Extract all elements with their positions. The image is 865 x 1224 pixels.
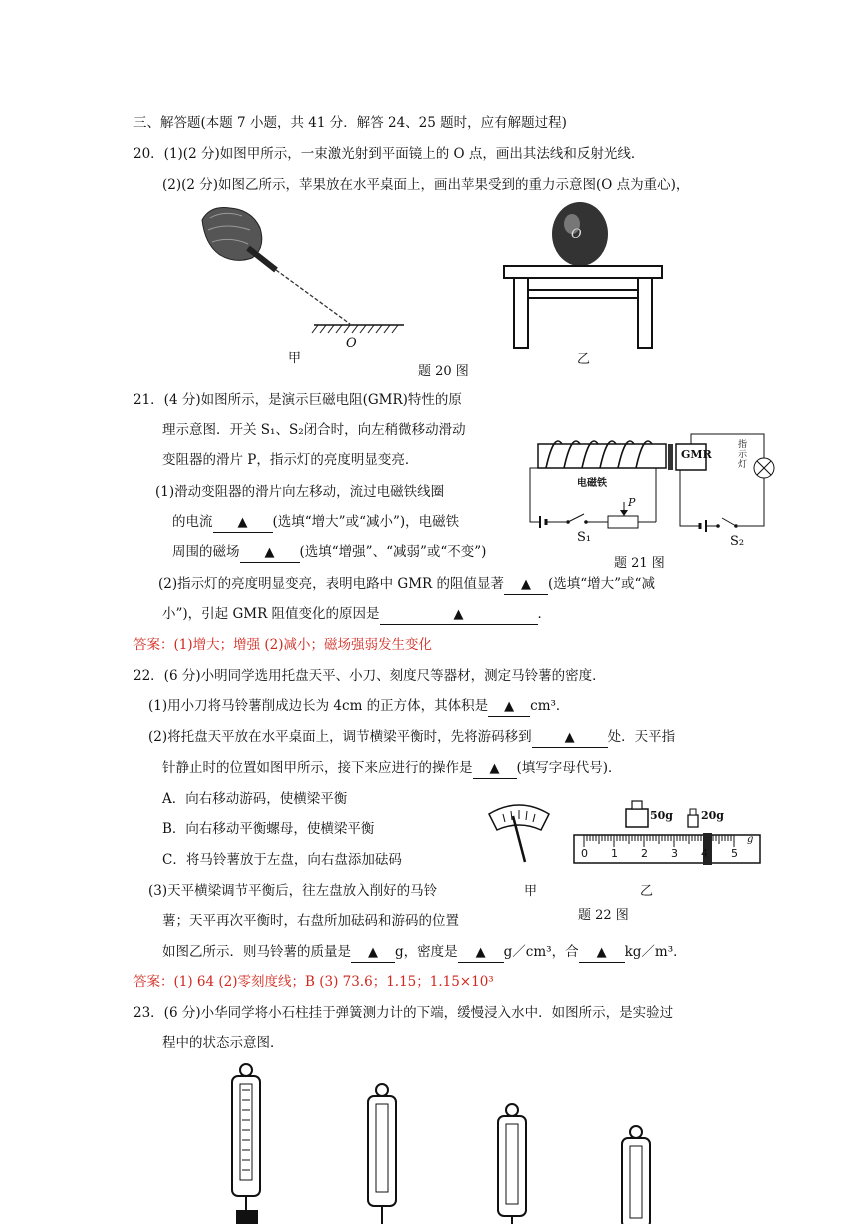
- q22-fig-20g: 20g: [701, 809, 724, 822]
- answer-marker: ▲: [596, 945, 607, 960]
- q21-fig-lamp: 指示灯: [738, 440, 748, 470]
- q21-line6: [172, 543, 486, 563]
- q22-line7-text-a: 如图乙所示．则马铃薯的质量是: [162, 944, 351, 960]
- answer-marker: ▲: [368, 945, 378, 960]
- q21-fig-s2: S₂: [730, 534, 745, 549]
- q21-line7: [158, 575, 655, 595]
- answer-marker: ▲: [264, 545, 275, 560]
- q21-line3: 变阻器的滑片 P，指示灯的亮度明显变亮．: [162, 452, 419, 468]
- q20-figure-jia: [190, 200, 420, 350]
- q21-line7-text-b: (选填“增大”或“减: [547, 576, 655, 592]
- q21-fig-electromagnet: 电磁铁: [577, 478, 607, 489]
- q22-line7: [162, 943, 687, 963]
- q21-caption: 题 21 图: [614, 556, 665, 571]
- ruler-tick-label: 4: [701, 847, 708, 860]
- q20-figure-yi: [500, 200, 670, 352]
- q21-line5-text-a: 的电流: [172, 514, 213, 530]
- q21-line6-text-b: (选填“增强”、“减弱”或“不变”): [299, 544, 487, 560]
- q22-line5: (3)天平横梁调节平衡后，往左盘放入削好的马铃: [148, 883, 438, 899]
- q22-line6: 薯；天平再次平衡时，右盘所加砝码和游码的位置: [162, 913, 459, 929]
- q21-fig-s1: S₁: [577, 530, 592, 545]
- q22-line7-text-b: g，密度是: [395, 944, 458, 960]
- q22-caption: 题 22 图: [578, 908, 629, 923]
- answer-marker: ▲: [520, 577, 531, 592]
- answer-marker: ▲: [237, 515, 248, 530]
- q23-line2: 程中的状态示意图．: [162, 1035, 284, 1051]
- answer-marker: ▲: [504, 699, 515, 714]
- q21-line8-text-b: ．: [537, 606, 552, 622]
- q22-blank-4[interactable]: [351, 943, 395, 963]
- q22-pointer-figure: [485, 800, 555, 870]
- q22-line2-text-a: (1)用小刀将马铃薯削成边长为 4cm 的正方体，其体积是: [148, 698, 489, 714]
- q21-line5: [172, 513, 459, 533]
- q22-blank-6[interactable]: [579, 943, 625, 963]
- q21-line8-text-a: 小”)，引起 GMR 阻值变化的原因是: [162, 606, 380, 622]
- q21-line2: 理示意图．开关 S₁、S₂闭合时，向左稍微移动滑动: [162, 422, 466, 438]
- q22-option-c: C．将马铃薯放于左盘，向右盘添加砝码: [162, 852, 402, 868]
- answer-marker: ▲: [564, 730, 575, 745]
- q22-line2-text-b: cm³．: [530, 698, 570, 714]
- q22-line7-text-d: kg／m³．: [624, 944, 687, 960]
- q21-blank-4[interactable]: [380, 605, 538, 625]
- ruler-tick-label: 5: [731, 847, 738, 860]
- q22-line7-text-c: g／cm³，合: [503, 944, 579, 960]
- q20-label-yi: 乙: [577, 352, 591, 367]
- q21-blank-3[interactable]: [504, 575, 548, 595]
- ruler-tick-label: 2: [641, 847, 648, 860]
- q20-line1: 20．(1)(2 分)如图甲所示，一束激光射到平面镜上的 O 点，画出其法线和反射光线．: [133, 146, 645, 162]
- q22-blank-5[interactable]: [458, 943, 504, 963]
- answer-marker: ▲: [489, 761, 500, 776]
- q21-line4: (1)滑动变阻器的滑片向左移动，流过电磁铁线圈: [155, 484, 445, 500]
- q22-line1: 22．(6 分)小明同学选用托盘天平、小刀、刻度尺等器材，测定马铃薯的密度．: [133, 668, 606, 684]
- q22-fig-g: g: [747, 834, 754, 845]
- q21-blank-1[interactable]: [213, 513, 273, 533]
- q20-caption: 题 20 图: [418, 364, 469, 379]
- q22-answer: 答案：(1) 64 (2)零刻度线；B (3) 73.6；1.15；1.15×10³: [133, 974, 494, 990]
- q22-blank-2[interactable]: [532, 728, 608, 748]
- q23-line1: 23．(6 分)小华同学将小石柱挂于弹簧测力计的下端，缓慢浸入水中．如图所示，是实验过: [133, 1005, 674, 1021]
- q22-label-jia: 甲: [524, 884, 538, 899]
- q21-line1: 21．(4 分)如图所示，是演示巨磁电阻(GMR)特性的原: [133, 392, 462, 408]
- q20-apple-o: O: [571, 227, 582, 242]
- q21-line7-text-a: (2)指示灯的亮度明显变亮，表明电路中 GMR 的阻值显著: [158, 576, 504, 592]
- q20-line2: (2)(2 分)如图乙所示，苹果放在水平桌面上，画出苹果受到的重力示意图(O 点为重心)，: [162, 177, 690, 193]
- ruler-tick-label: 1: [611, 847, 618, 860]
- q22-option-b: B．向右移动平衡螺母，使横梁平衡: [162, 821, 375, 837]
- q22-line2: [148, 697, 569, 717]
- answer-marker: ▲: [475, 945, 486, 960]
- q22-line3-text-b: 处．天平指: [607, 729, 676, 745]
- q21-answer: 答案：(1)增大；增强 (2)减小；磁场强弱发生变化: [133, 637, 433, 653]
- q21-line5-text-b: (选填“增大”或“减小”)，电磁铁: [272, 514, 460, 530]
- q22-option-a: A．向右移动游码，使横梁平衡: [162, 791, 348, 807]
- q21-fig-p: P: [628, 496, 636, 509]
- q20-label-jia: 甲: [288, 351, 302, 366]
- q21-fig-gmr: GMR: [681, 448, 712, 461]
- q22-fig-50g: 50g: [650, 809, 673, 822]
- q22-ruler-figure: [570, 795, 770, 870]
- q20-label-o: O: [346, 336, 357, 351]
- q22-blank-3[interactable]: [473, 759, 517, 779]
- q21-line8: [162, 605, 551, 625]
- q22-label-yi: 乙: [640, 884, 654, 899]
- ruler-tick-label: 0: [581, 847, 588, 860]
- q22-line3-text-a: (2)将托盘天平放在水平桌面上，调节横梁平衡时，先将游码移到: [148, 729, 532, 745]
- answer-marker: ▲: [453, 607, 464, 622]
- q22-line4: [162, 759, 622, 779]
- q22-blank-1[interactable]: [488, 697, 530, 717]
- q22-line3: [148, 728, 675, 748]
- q23-spring-scales-figure: [200, 1060, 680, 1224]
- ruler-tick-label: 3: [671, 847, 678, 860]
- q21-line6-text-a: 周围的磁场: [172, 544, 240, 560]
- section-header: 三、解答题(本题 7 小题，共 41 分．解答 24、25 题时，应有解题过程): [133, 115, 567, 131]
- q22-line4-text-b: (填写字母代号)．: [516, 760, 622, 776]
- q21-blank-2[interactable]: [240, 543, 300, 563]
- q22-line4-text-a: 针静止时的位置如图甲所示，接下来应进行的操作是: [162, 760, 473, 776]
